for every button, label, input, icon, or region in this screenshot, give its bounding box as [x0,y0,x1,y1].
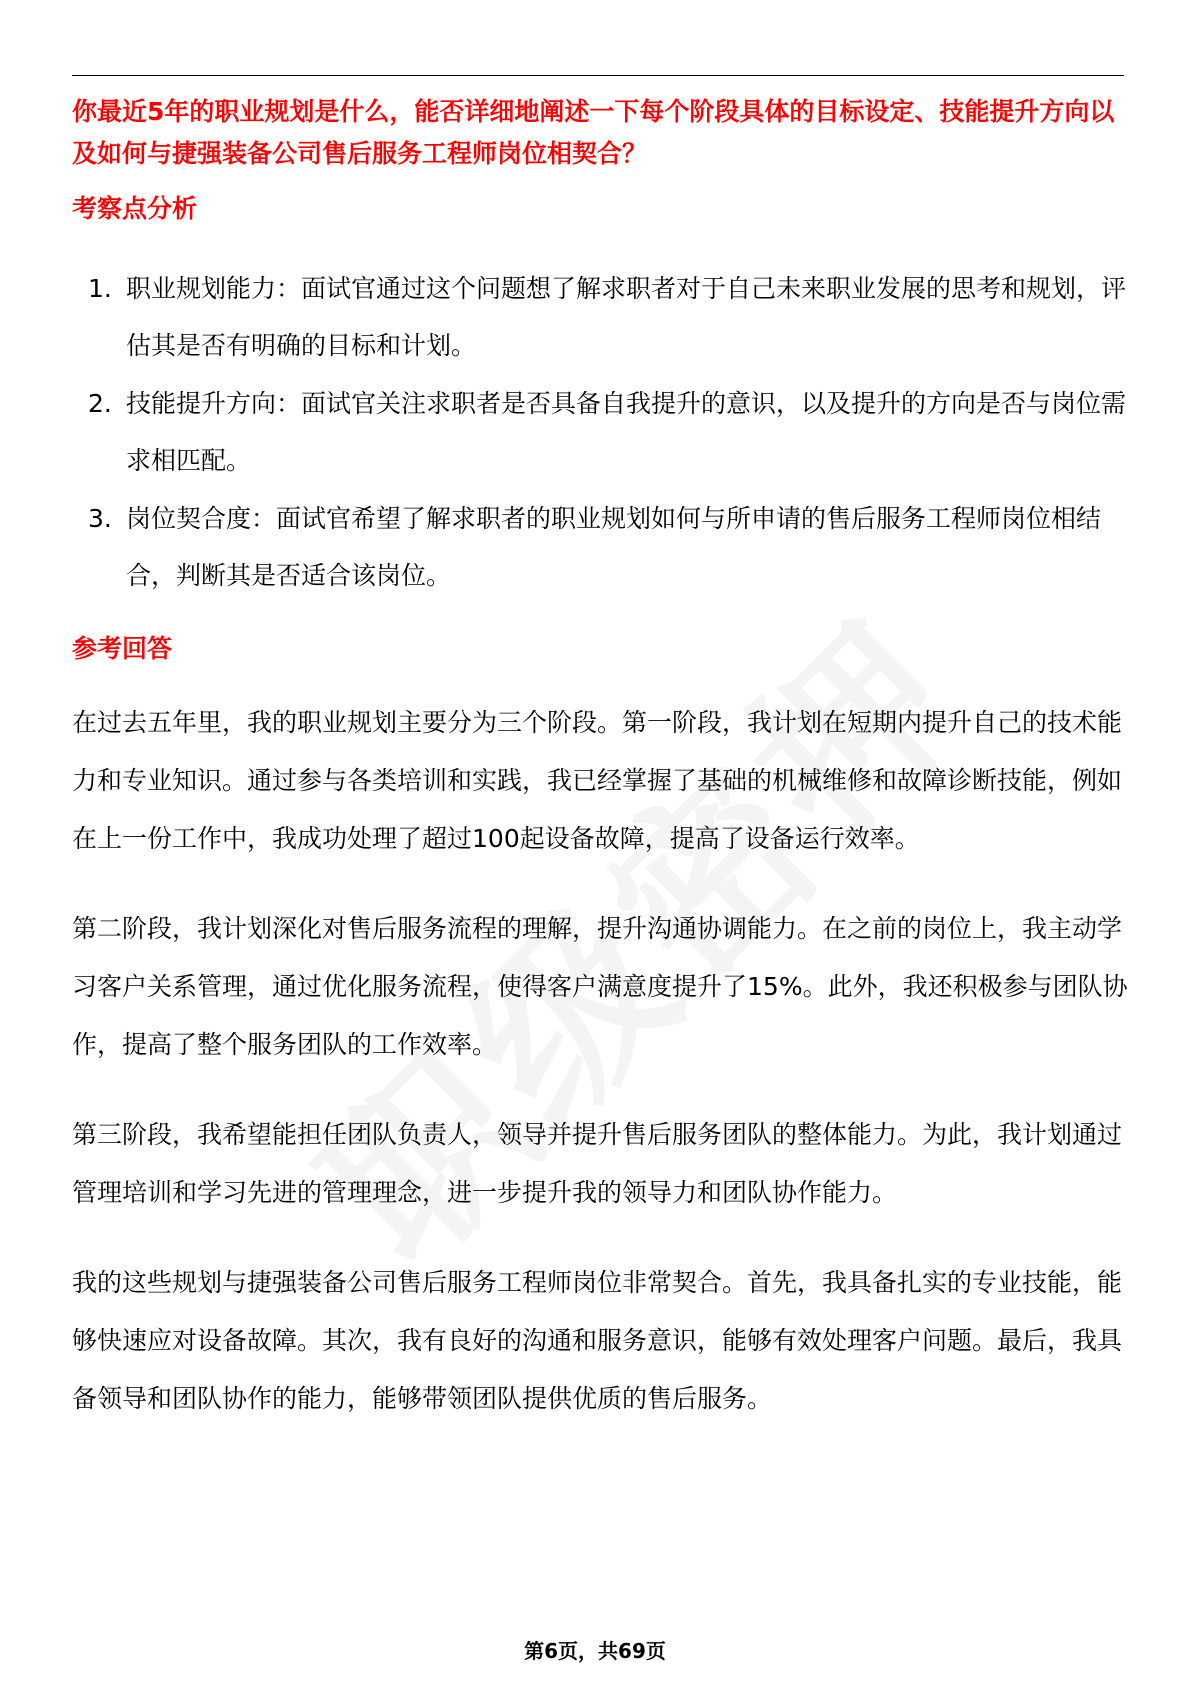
answer-paragraph: 第三阶段，我希望能担任团队负责人，领导并提升售后服务团队的整体能力。为此，我计划通过管理培训和学习先进的管理理念，进一步提升我的领导力和团队协作能力。 [72,1120,1123,1207]
question-heading: 你最近5年的职业规划是什么，能否详细地阐述一下每个阶段具体的目标设定、技能提升方向以及如何与捷强装备公司售后服务工程师岗位相契合？ [72,97,1115,168]
list-item [72,375,1132,489]
list-item-number: 3. [88,504,112,533]
page-number: 第6页，共69页 [524,1639,666,1663]
list-item [72,260,1132,374]
analysis-points-list [72,260,1132,605]
answer-body [72,694,1132,1460]
answer-section-title: 参考回答 [72,634,173,663]
answer-paragraph: 第二阶段，我计划深化对售后服务流程的理解，提升沟通协调能力。在之前的岗位上，我主动学习客户关系管理，通过优化服务流程，使得客户满意度提升了15%。此外，我还积极参与团队协作，提高了整个服务团队的工作效率。 [72,914,1128,1059]
list-item-number: 1. [88,274,112,303]
list-item-number: 2. [88,389,112,418]
list-item-text: 技能提升方向：面试官关注求职者是否具备自我提升的意识，以及提升的方向是否与岗位需求相匹配。 [126,389,1127,475]
answer-paragraph: 在过去五年里，我的职业规划主要分为三个阶段。第一阶段，我计划在短期内提升自己的技术能力和专业知识。通过参与各类培训和实践，我已经掌握了基础的机械维修和故障诊断技能，例如在上一份工作中，我成功处理了超过100起设备故障，提高了设备运行效率。 [72,708,1123,853]
list-item-text: 职业规划能力：面试官通过这个问题想了解求职者对于自己未来职业发展的思考和规划，评估其是否有明确的目标和计划。 [126,274,1127,360]
top-divider [72,75,1124,76]
analysis-section-title: 考察点分析 [72,194,198,223]
answer-paragraph: 我的这些规划与捷强装备公司售后服务工程师岗位非常契合。首先，我具备扎实的专业技能，能够快速应对设备故障。其次，我有良好的沟通和服务意识，能够有效处理客户问题。最后，我具备领导和团队协作的能力，能够带领团队提供优质的售后服务。 [72,1268,1123,1413]
list-item [72,490,1132,604]
list-item-text: 岗位契合度：面试官希望了解求职者的职业规划如何与所申请的售后服务工程师岗位相结合，判断其是否适合该岗位。 [126,504,1102,590]
